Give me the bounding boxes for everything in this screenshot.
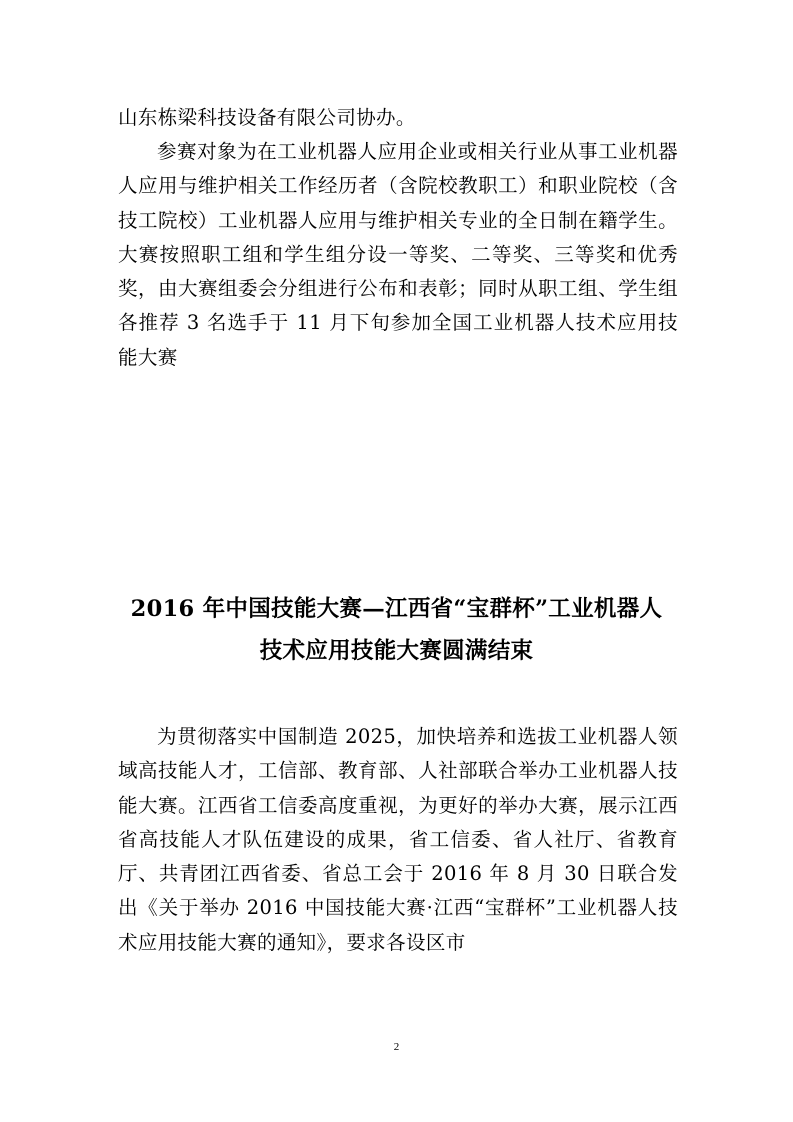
article-title xyxy=(100,588,693,672)
article-body-paragraph: 为贯彻落实中国制造 2025，加快培养和选拔工业机器人领域高技能人才，工信部、教育部、人社部联合举办工业机器人技能大赛。江西省工信委高度重视，为更好的举办大赛，展示江西省高技能人才队伍建设的成果，省工信委、省人社厅、省教育厅、共青团江西省委、省总工会于 2016 年 8 月 30 日联合发出《关于举办 2016 中国技能大赛·江西“宝群杯”工业机器人技术应用技能大赛的通知》，要求各设区市 xyxy=(118,725,678,954)
article-title-line1: 2016 年中国技能大赛—江西省“宝群杯”工业机器人 xyxy=(130,596,663,622)
continued-paragraph: 山东栋梁科技设备有限公司协办。 xyxy=(118,106,416,129)
participants-paragraph: 参赛对象为在工业机器人应用企业或相关行业从事工业机器人应用与维护相关工作经历者（含院校教职工）和职业院校（含技工院校）工业机器人应用与维护相关专业的全日制在籍学生。大赛按照职工组和学生组分设一等奖、二等奖、三等奖和优秀奖，由大赛组委会分组进行公布和表彰；同时从职工组、学生组各推荐 3 名选手于 11 月下旬参加全国工业机器人技术应用技能大赛 xyxy=(118,140,678,369)
page-number: 2 xyxy=(393,1041,400,1053)
article-title-line2: 技术应用技能大赛圆满结束 xyxy=(259,638,534,664)
